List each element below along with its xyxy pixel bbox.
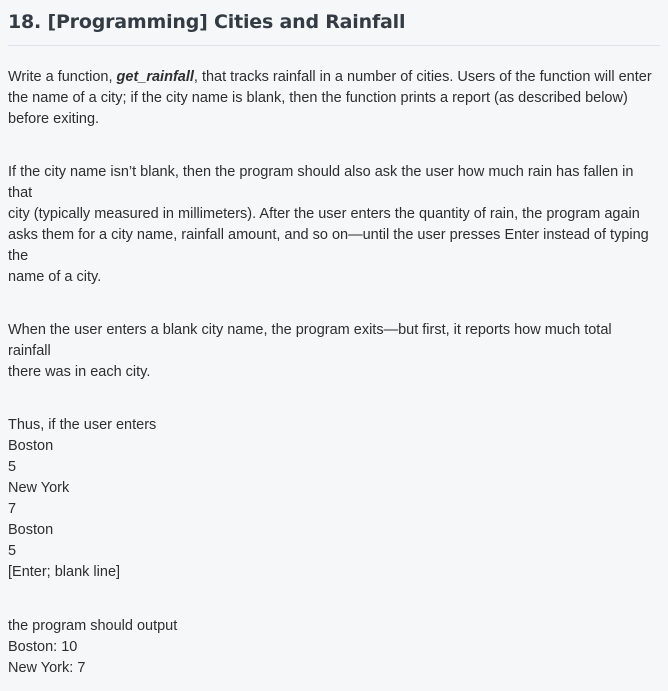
input-line: 5 bbox=[8, 459, 17, 475]
intro-post: , that tracks rainfall in a number of cities. Users of the function will enter bbox=[193, 69, 652, 85]
city-line-6: name of a city. bbox=[8, 269, 102, 285]
city-line-4: asks them for a city name, rainfall amount, and so on—until the user presses Enter instead of typing bbox=[8, 227, 649, 243]
problem-body bbox=[8, 67, 660, 679]
exit-line-2: rainfall bbox=[8, 343, 51, 359]
example-output-lead: the program should output bbox=[8, 618, 178, 634]
input-line: 7 bbox=[8, 501, 17, 517]
title-divider bbox=[8, 45, 660, 46]
intro-line-3: before exiting. bbox=[8, 111, 100, 127]
output-line: New York: 7 bbox=[8, 660, 86, 676]
spacer bbox=[8, 383, 660, 415]
example-output bbox=[8, 616, 660, 679]
intro-line-2: the name of a city; if the city name is blank, then the function prints a report (as described below) bbox=[8, 90, 628, 106]
spacer bbox=[8, 288, 660, 320]
intro-pre: Write a function, bbox=[8, 69, 117, 85]
output-line: Boston: 10 bbox=[8, 639, 78, 655]
example-input-lead: Thus, if the user enters bbox=[8, 417, 157, 433]
spacer bbox=[8, 130, 660, 162]
input-line: New York bbox=[8, 480, 70, 496]
intro-paragraph bbox=[8, 67, 660, 130]
city-paragraph bbox=[8, 162, 660, 288]
exit-line-3: there was in each city. bbox=[8, 364, 151, 380]
city-line-1: If the city name isn’t blank, then the program should also ask the user how much rain has fallen in bbox=[8, 164, 634, 180]
input-line: [Enter; blank line] bbox=[8, 564, 121, 580]
intro-line-1 bbox=[8, 67, 660, 88]
spacer bbox=[8, 583, 660, 616]
example-input bbox=[8, 415, 660, 583]
exit-paragraph bbox=[8, 320, 660, 383]
input-line: 5 bbox=[8, 543, 17, 559]
input-line: Boston bbox=[8, 522, 54, 538]
page-title: 18. [Programming] Cities and Rainfall bbox=[8, 11, 406, 33]
input-line: Boston bbox=[8, 438, 54, 454]
city-line-5: the bbox=[8, 248, 29, 264]
exit-line-1: When the user enters a blank city name, the program exits—but first, it reports how much total bbox=[8, 322, 612, 338]
city-line-2: that bbox=[8, 185, 33, 201]
city-line-3: city (typically measured in millimeters). After the user enters the quantity of rain, the program again bbox=[8, 206, 640, 222]
function-name: get_rainfall bbox=[116, 69, 194, 85]
